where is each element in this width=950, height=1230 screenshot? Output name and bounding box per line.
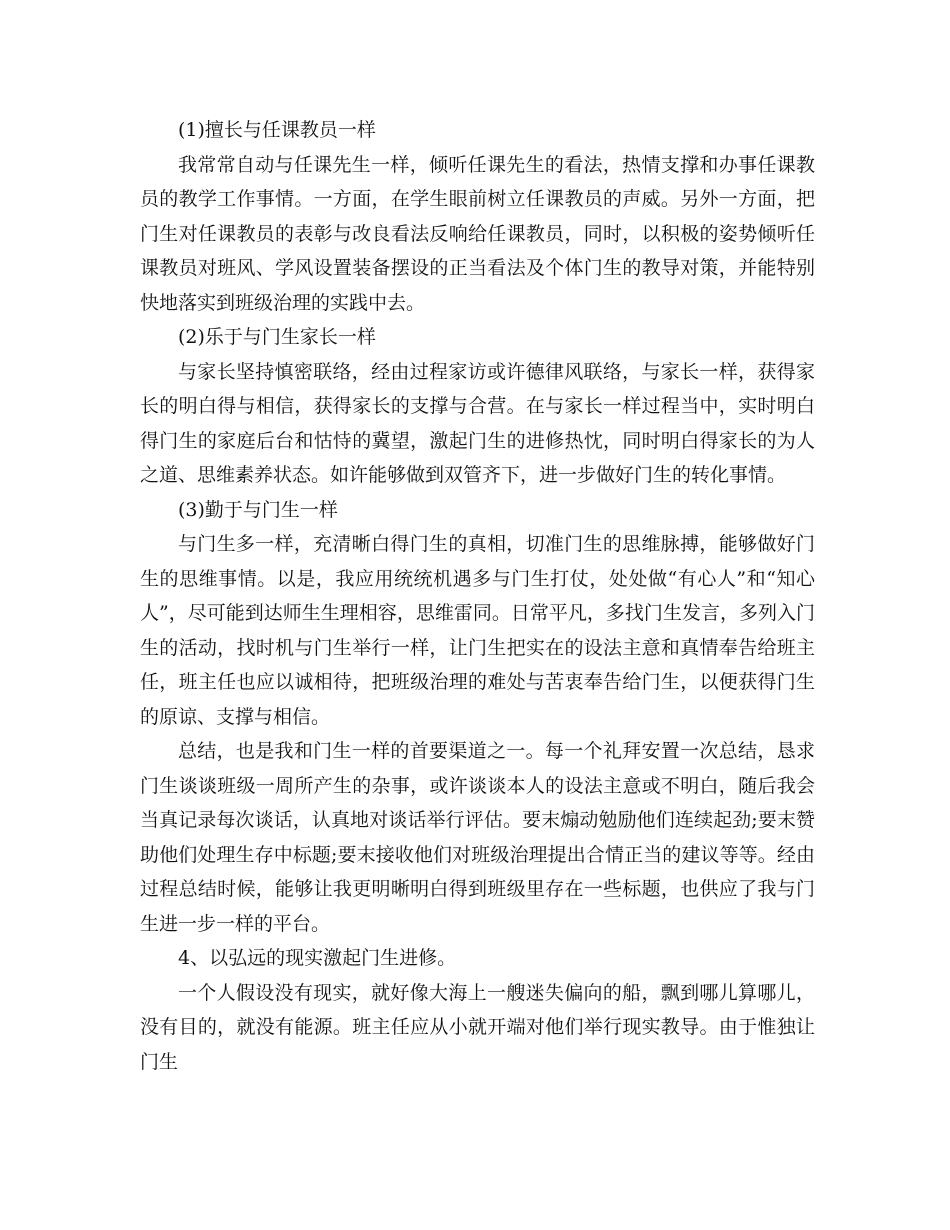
heading-parents: (2)乐于与门生家长一样 [178,326,376,348]
document-body [140,113,815,1079]
heading-task-teachers: (1)擅长与任课教员一样 [178,119,376,141]
paragraph-ideals: 一个人假设没有现实，就好像大海上一艘迷失偏向的船，飘到哪儿算哪儿，没有目的，就没有能源。班主任应从小就开端对他们举行现实教导。由于惟独让门生 [140,981,815,1073]
paragraph-summary: 总结，也是我和门生一样的首要渠道之一。每一个礼拜安置一次总结，恳求门生谈谈班级一周所产生的杂事，或许谈谈本人的设法主意或不明白，随后我会当真记录每次谈话，认真地对谈话举行评估。要末煽动勉励他们连续起劲;要末赞助他们处理生存中标题;要末接收他们对班级治理提出合情正当的建议等等。经由过程总结时候，能够让我更明晰明白得到班级里存在一些标题，也供应了我与门生进一步一样的平台。 [140,740,815,935]
paragraph-students: 与门生多一样，充清晰白得门生的真相，切准门生的思维脉搏，能够做好门生的思维事情。以是，我应用统统机遇多与门生打仗，处处做“有心人”和“知心人”，尽可能到达师生生理相容，思维雷同。日常平凡，多找门生发言，多列入门生的活动，找时机与门生举行一样，让门生把实在的设法主意和真情奉告给班主任，班主任也应以诚相待，把班级治理的难处与苦衷奉告给门生，以便获得门生的原谅、支撑与相信。 [140,533,815,728]
heading-students: (3)勤于与门生一样 [178,498,338,521]
paragraph-task-teachers: 我常常自动与任课先生一样，倾听任课先生的看法，热情支撑和办事任课教员的教学工作事情。一方面，在学生眼前树立任课教员的声威。另外一方面，把门生对任课教员的表彰与改良看法反响给任课教员，同时，以积极的姿势倾听任课教员对班风、学风设置装备摆设的正当看法及个体门生的教导对策，并能特别快地落实到班级治理的实践中去。 [140,153,815,314]
paragraph-parents: 与家长坚持慎密联络，经由过程家访或许德律风联络，与家长一样，获得家长的明白得与相信，获得家长的支撑与合营。在与家长一样过程当中，实时明白得门生的家庭后台和怙恃的冀望，激起门生的进修热忱，同时明白得家长的为人之道、思维素养状态。如许能够做到双管齐下，进一步做好门生的转化事情。 [140,360,815,486]
heading-ideals: 4、以弘远的现实激起门生进修。 [178,947,457,969]
